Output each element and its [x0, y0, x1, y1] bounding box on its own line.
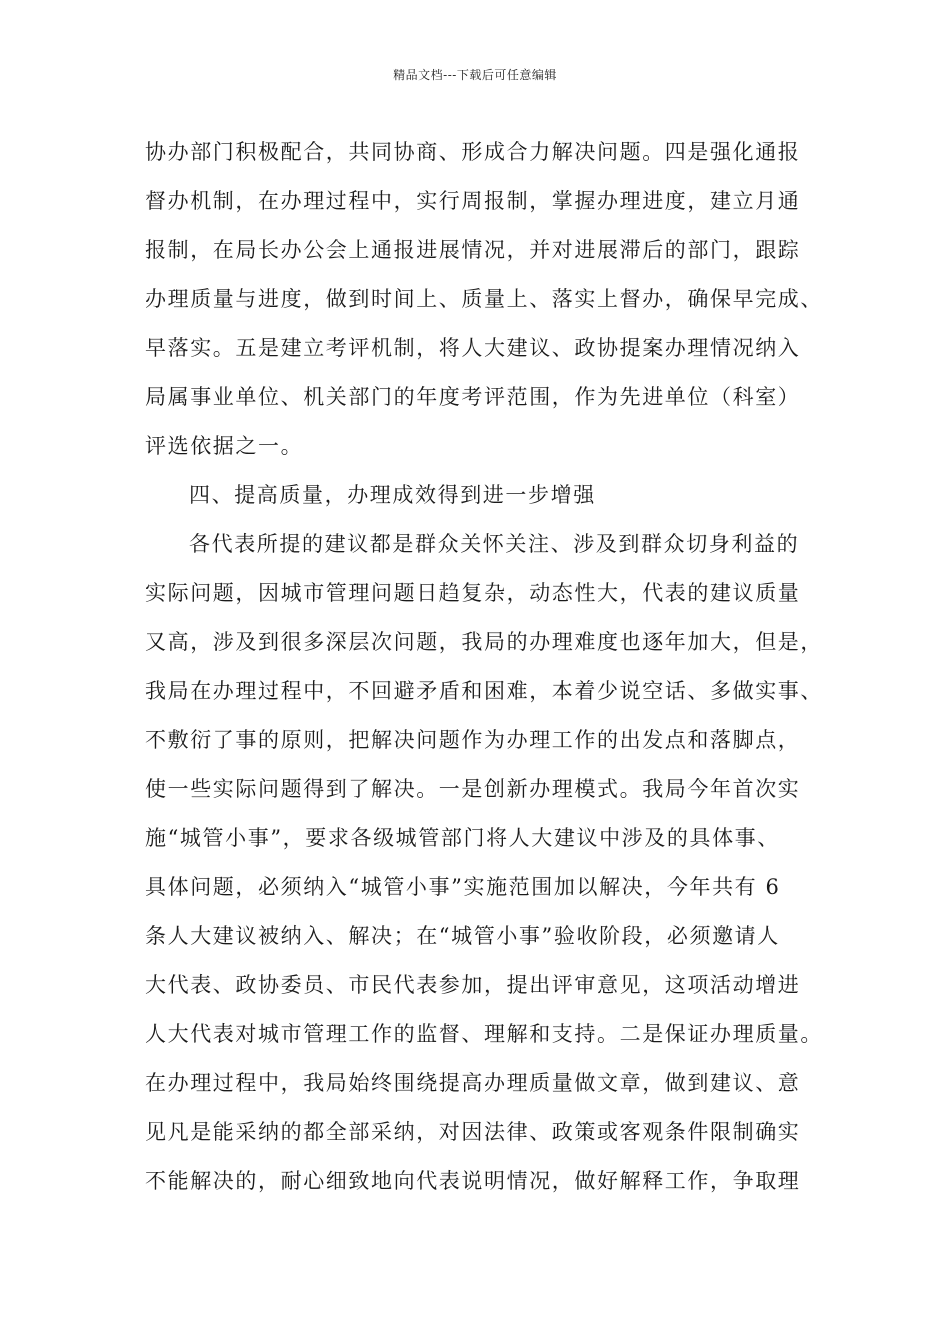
text-line: 实际问题，因城市管理问题日趋复杂，动态性大，代表的建议质量	[145, 581, 801, 605]
text-line: 施“城管小事”，要求各级城管部门将人大建议中涉及的具体事、	[145, 826, 780, 850]
text-line: 早落实。五是建立考评机制，将人大建议、政协提案办理情况纳入	[145, 336, 801, 360]
paragraph-start-line: 各代表所提的建议都是群众关怀关注、涉及到群众切身利益的	[189, 532, 800, 556]
section-heading: 四、提高质量，办理成效得到进一步增强	[189, 483, 596, 507]
text-line: 使一些实际问题得到了解决。一是创新办理模式。我局今年首次实	[145, 777, 801, 801]
text-line: 具体问题，必须纳入“城管小事”实施范围加以解决，今年共有 6	[145, 875, 781, 899]
text-line: 在办理过程中，我局始终围绕提高办理质量做文章，做到建议、意	[145, 1071, 801, 1095]
text-line: 督办机制，在办理过程中，实行周报制，掌握办理进度，建立月通	[145, 189, 801, 213]
text-line: 人大代表对城市管理工作的监督、理解和支持。二是保证办理质量。	[145, 1022, 823, 1046]
text-line: 报制，在局长办公会上通报进展情况，并对进展滞后的部门，跟踪	[145, 238, 801, 262]
text-line: 条人大建议被纳入、解决；在“城管小事”验收阶段，必须邀请人	[145, 924, 780, 948]
text-line: 又高，涉及到很多深层次问题，我局的办理难度也逐年加大，但是，	[145, 630, 823, 654]
text-line: 协办部门积极配合，共同协商、形成合力解决问题。四是强化通报	[145, 140, 801, 164]
text-line: 不敷衍了事的原则，把解决问题作为办理工作的出发点和落脚点，	[145, 728, 801, 752]
text-line: 办理质量与进度，做到时间上、质量上、落实上督办，确保早完成、	[145, 287, 823, 311]
document-body	[145, 134, 825, 1212]
text-line: 大代表、政协委员、市民代表参加，提出评审意见，这项活动增进	[145, 973, 801, 997]
text-line: 局属事业单位、机关部门的年度考评范围，作为先进单位（科室）	[145, 385, 801, 409]
text-line: 我局在办理过程中，不回避矛盾和困难，本着少说空话、多做实事、	[145, 679, 823, 703]
text-line: 见凡是能采纳的都全部采纳，对因法律、政策或客观条件限制确实	[145, 1120, 801, 1144]
text-line: 不能解决的，耐心细致地向代表说明情况，做好解释工作，争取理	[145, 1169, 801, 1193]
text-line: 评选依据之一。	[145, 434, 304, 458]
page-header: 精品文档---下载后可任意编辑	[393, 68, 557, 82]
